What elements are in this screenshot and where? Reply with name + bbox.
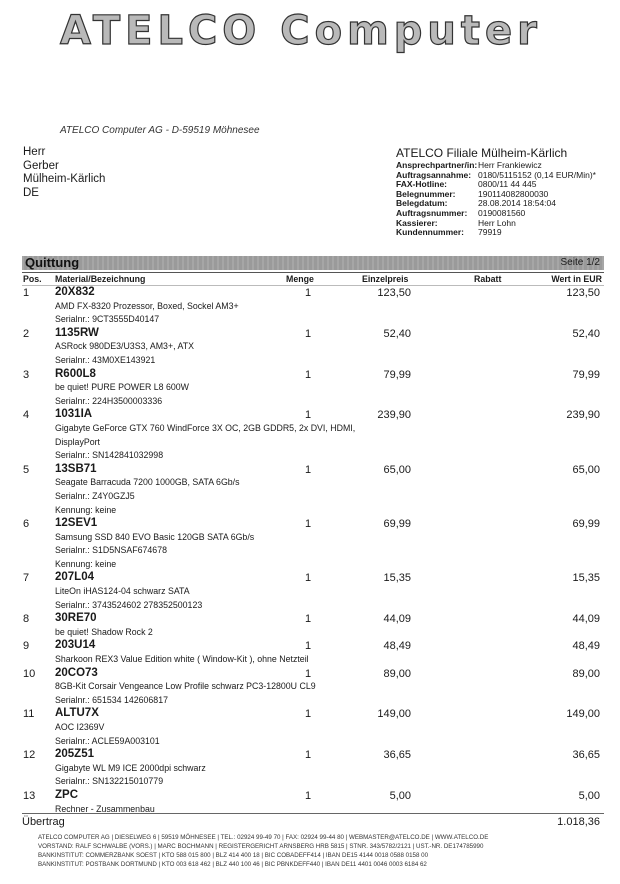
table-row [22, 517, 604, 571]
field-label: Belegdatum: [396, 198, 448, 209]
item-description: Gigabyte GeForce GTX 760 WindForce 3X OC, 2GB GDDR5, 2x DVI, HDMI, [55, 422, 356, 433]
item-unit-price: 65,00 [383, 463, 411, 476]
item-position: 11 [23, 708, 35, 721]
col-discount: Rabatt [474, 274, 502, 284]
item-total: 5,00 [578, 789, 600, 802]
item-quantity: 1 [305, 409, 312, 422]
sender-line: ATELCO Computer AG - D-59519 Möhnesee [60, 125, 260, 136]
item-total: 123,50 [566, 287, 600, 299]
item-code: 205Z51 [55, 748, 95, 761]
col-price: Einzelpreis [362, 274, 409, 284]
field-value: 28.08.2014 18:54:04 [478, 198, 556, 209]
item-unit-price: 48,49 [383, 640, 411, 653]
col-qty: Menge [286, 274, 314, 284]
item-unit-price: 89,00 [383, 667, 411, 680]
item-position: 8 [23, 613, 30, 626]
item-code: 20CO73 [55, 666, 98, 679]
item-unit-price: 69,99 [383, 518, 411, 531]
item-code: 13SB71 [55, 462, 97, 475]
item-quantity: 1 [305, 749, 312, 762]
item-description: Kennung: keine [55, 558, 117, 569]
item-description: Serialnr.: S1D5NSAF674678 [55, 545, 167, 556]
item-quantity: 1 [305, 518, 312, 531]
col-material: Material/Bezeichnung [55, 274, 146, 284]
item-unit-price: 52,40 [383, 327, 411, 340]
company-logo: ATELCO Computer [60, 8, 542, 54]
item-total: 69,99 [572, 518, 600, 531]
item-total: 48,49 [572, 640, 600, 653]
item-code: R600L8 [55, 367, 96, 380]
field-label: Ansprechpartner/in: [396, 160, 478, 170]
item-position: 13 [23, 789, 36, 802]
field-label: Auftragsannahme: [396, 169, 472, 180]
item-total: 149,00 [566, 708, 600, 721]
field-value: Herr Frankiewicz [478, 160, 542, 170]
item-description: AOC I2369V [55, 722, 105, 732]
item-code: 203U14 [55, 639, 96, 652]
carry-value: 1.018,36 [557, 816, 600, 828]
table-row [22, 612, 604, 639]
item-description: 8GB-Kit Corsair Vengeance Low Profile schwarz PC3-12800U CL9 [55, 681, 316, 692]
item-description: Serialnr.: 3743524602 278352500123 [55, 599, 203, 610]
recipient-address [23, 146, 105, 200]
item-quantity: 1 [305, 708, 312, 721]
table-row [22, 571, 604, 612]
col-total: Wert in EUR [551, 274, 602, 284]
item-description: Gigabyte WL M9 ICE 2000dpi schwarz [55, 762, 206, 773]
table-row [22, 327, 604, 368]
item-unit-price: 79,99 [383, 368, 411, 381]
item-description: Rechner - Zusammenbau [55, 803, 155, 814]
item-code: 20X832 [55, 286, 95, 298]
item-quantity: 1 [305, 572, 312, 585]
item-position: 6 [23, 518, 30, 531]
item-code: 1031IA [55, 408, 93, 421]
field-label: Kassierer: [396, 217, 438, 228]
item-position: 2 [23, 327, 30, 340]
field-label: Kundennummer: [396, 227, 464, 238]
item-unit-price: 36,65 [383, 749, 411, 762]
item-description: be quiet! PURE POWER L8 600W [55, 382, 189, 393]
item-description: Kennung: keine [55, 504, 117, 515]
item-position: 7 [23, 572, 30, 585]
item-quantity: 1 [305, 327, 312, 340]
item-position: 9 [23, 640, 30, 653]
item-unit-price: 149,00 [377, 708, 411, 721]
item-description: ASRock 980DE3/U3S3, AM3+, ATX [55, 341, 194, 352]
items-table [22, 286, 604, 816]
item-description: Serialnr.: SN132215010779 [55, 776, 164, 787]
item-unit-price: 123,50 [377, 287, 411, 299]
item-description: Serialnr.: 9CT3555D40147 [55, 314, 160, 325]
item-total: 36,65 [572, 749, 600, 762]
item-quantity: 1 [305, 667, 312, 680]
table-row [22, 408, 604, 462]
field-value: 190114082800030 [478, 188, 549, 199]
field-value: 79919 [478, 227, 502, 238]
item-position: 12 [23, 749, 36, 762]
item-description: be quiet! Shadow Rock 2 [55, 626, 153, 637]
item-unit-price: 15,35 [383, 572, 411, 585]
item-total: 89,00 [572, 667, 600, 680]
recipient-line: Mülheim-Kärlich [23, 173, 106, 185]
branch-info [396, 146, 614, 238]
carry-label: Übertrag [22, 816, 65, 828]
item-total: 15,35 [572, 572, 600, 585]
branch-field [396, 228, 614, 238]
table-header [22, 272, 604, 286]
item-description: Serialnr.: 224H3500003336 [55, 395, 163, 406]
item-unit-price: 239,90 [377, 409, 411, 422]
col-pos: Pos. [23, 274, 42, 284]
item-position: 5 [23, 463, 30, 476]
item-code: 207L04 [55, 571, 95, 584]
item-quantity: 1 [305, 640, 312, 653]
document-title-band [22, 256, 604, 270]
item-total: 79,99 [572, 368, 600, 381]
document-title: Quittung [25, 255, 80, 270]
item-code: 12SEV1 [55, 517, 98, 530]
table-row [22, 368, 604, 409]
table-row [22, 286, 604, 327]
item-code: 30RE70 [55, 612, 97, 625]
item-quantity: 1 [305, 368, 312, 381]
item-description: Serialnr.: Z4Y0GZJ5 [55, 490, 135, 501]
field-label: FAX-Hotline: [396, 179, 447, 190]
item-description: Serialnr.: 43M0XE143921 [55, 354, 156, 365]
branch-title: ATELCO Filiale Mülheim-Kärlich [396, 146, 568, 160]
page-number: Seite 1/2 [560, 257, 600, 268]
recipient-line: Gerber [23, 159, 59, 172]
item-description: Sharkoon REX3 Value Edition white ( Window-Kit ), ohne Netzteil [55, 654, 309, 665]
item-code: ZPC [55, 788, 78, 801]
field-value: Herr Lohn [478, 217, 516, 228]
item-quantity: 1 [305, 789, 312, 802]
footer [38, 833, 598, 869]
item-total: 239,90 [566, 409, 600, 422]
item-description: Serialnr.: SN142841032998 [55, 450, 164, 461]
footer-line: VORSTAND: RALF SCHWALBE (VORS.) | MARC BOCHMANN | REGISTERGERICHT ARNSBERG HRB 5815 | STNR. 343/5782/2121 | UST.-NR. DE174785990 [38, 843, 484, 850]
field-value: 0180/5115152 (0,14 EUR/Min)* [478, 169, 596, 180]
item-code: ALTU7X [55, 707, 99, 720]
item-unit-price: 44,09 [383, 613, 411, 626]
item-position: 3 [23, 368, 30, 381]
item-description: Samsung SSD 840 EVO Basic 120GB SATA 6Gb/s [55, 531, 255, 542]
recipient-line: DE [23, 186, 39, 199]
item-unit-price: 5,00 [389, 789, 411, 802]
table-row [22, 463, 604, 517]
item-description: LiteOn iHAS124-04 schwarz SATA [55, 586, 190, 597]
item-position: 10 [23, 667, 36, 680]
field-label: Belegnummer: [396, 188, 456, 199]
branch-fields [396, 161, 614, 238]
footer-line: BANKINSTITUT: COMMERZBANK SOEST | KTO 588 015 800 | BLZ 414 400 18 | BIC COBADEFF414 | IBAN DE15 4144 0018 0588 0158 00 [38, 852, 429, 859]
table-row [22, 707, 604, 748]
table-row [22, 639, 604, 666]
item-description: AMD FX-8320 Prozessor, Boxed, Sockel AM3+ [55, 300, 239, 311]
footer-line: ATELCO COMPUTER AG | DIESELWEG 6 | 59519 MÖHNESEE | TEL.: 02924 99-49 70 | FAX: 02924 99-44 80 | WEBMASTER@ATELCO.DE | WWW.ATELCO.DE [38, 834, 489, 841]
item-description: Serialnr.: ACLE59A003101 [55, 735, 160, 746]
item-position: 1 [23, 287, 30, 299]
carry-over-row [22, 813, 604, 828]
item-description: Serialnr.: 651534 142606817 [55, 694, 168, 705]
item-description: DisplayPort [55, 436, 100, 447]
item-quantity: 1 [305, 463, 312, 476]
item-quantity: 1 [305, 613, 312, 626]
item-quantity: 1 [305, 287, 312, 299]
recipient-line: Herr [23, 146, 46, 158]
table-row [22, 748, 604, 789]
item-position: 4 [23, 409, 30, 422]
item-total: 65,00 [572, 463, 600, 476]
field-value: 0800/11 44 445 [478, 179, 537, 190]
table-row [22, 667, 604, 708]
item-total: 44,09 [572, 613, 600, 626]
field-value: 0190081560 [478, 207, 526, 218]
footer-line: BANKINSTITUT: POSTBANK DORTMUND | KTO 003 618 462 | BLZ 440 100 46 | BIC PBNKDEFF440 | IBAN DE11 4401 0046 0003 6184 62 [38, 861, 427, 868]
item-total: 52,40 [572, 327, 600, 340]
item-description: Seagate Barracuda 7200 1000GB, SATA 6Gb/s [55, 477, 240, 488]
item-code: 1135RW [55, 326, 99, 339]
field-label: Auftragsnummer: [396, 207, 468, 218]
